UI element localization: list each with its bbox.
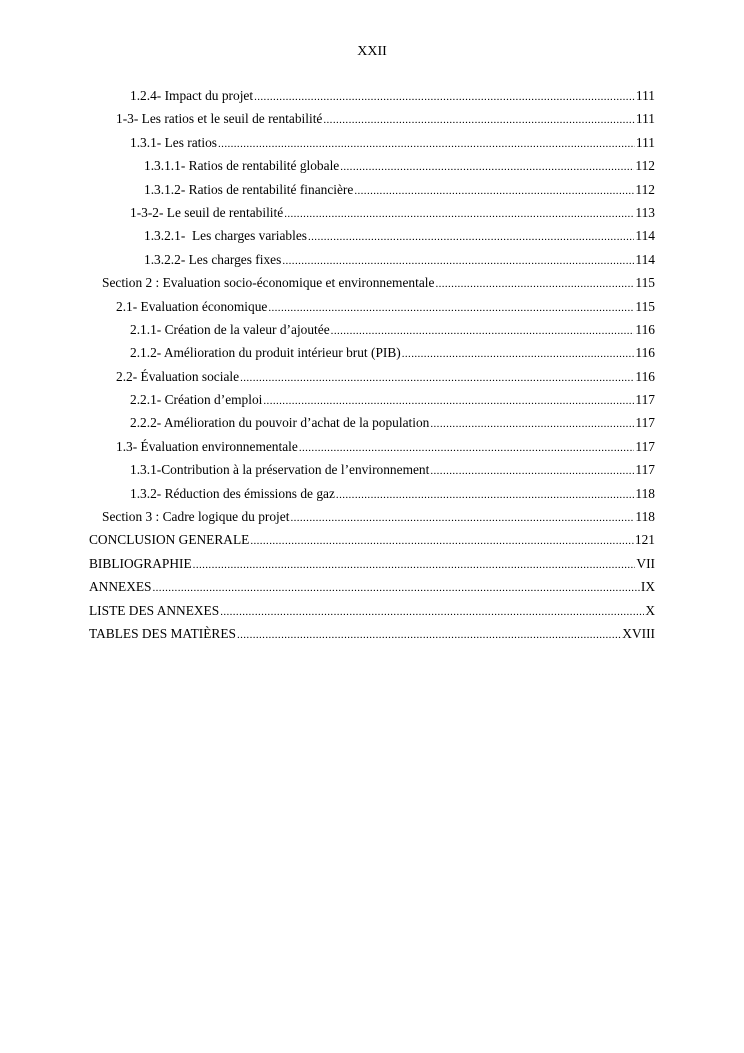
toc-entry-page: 117: [635, 415, 655, 431]
toc-entry-label: LISTE DES ANNEXES: [89, 602, 220, 618]
toc-entry[interactable]: [89, 274, 655, 297]
toc-entry-label: BIBLIOGRAPHIE: [89, 555, 192, 571]
toc-dot-leader: [290, 509, 634, 527]
toc-entry-label: 1.2.4- Impact du projet: [130, 88, 254, 103]
toc-entry[interactable]: [89, 227, 655, 250]
toc-entry[interactable]: [89, 344, 655, 367]
toc-dot-leader: [323, 111, 635, 129]
toc-entry-label: 1-3-2- Le seuil de rentabilité: [130, 204, 284, 220]
toc-dot-leader: [308, 228, 634, 246]
toc-entry[interactable]: [89, 134, 655, 157]
toc-entry-page: 114: [635, 228, 655, 244]
toc-entry-page: 117: [635, 392, 655, 408]
toc-entry[interactable]: [89, 625, 655, 648]
toc-entry-page: 113: [635, 204, 655, 220]
toc-entry-page: 121: [634, 532, 655, 548]
toc-entry-label: 1.3.2.2- Les charges fixes: [144, 251, 282, 267]
toc-dot-leader: [220, 603, 644, 621]
toc-entry-label: 2.2.2- Amélioration du pouvoir d’achat de la population: [130, 415, 430, 431]
toc-dot-leader: [250, 532, 634, 550]
toc-entry-page: 115: [635, 275, 655, 291]
toc-entry-label: Section 2 : Evaluation socio-économique et environnementale: [102, 275, 435, 291]
toc-entry-label: Section 3 : Cadre logique du projet: [102, 509, 290, 525]
toc-entry-label: 1.3.1- Les ratios: [130, 134, 218, 150]
toc-dot-leader: [153, 579, 640, 597]
toc-entry-page: 115: [635, 298, 655, 314]
toc-entry-label: ANNEXES: [89, 579, 152, 595]
toc-dot-leader: [284, 205, 634, 223]
toc-entry-page: X: [645, 602, 655, 618]
toc-entry-page: 111: [635, 134, 655, 150]
toc-entry-page: 117: [635, 438, 655, 454]
toc-entry-page: 116: [635, 345, 655, 361]
toc-entry-page: 118: [635, 485, 655, 501]
toc-entry[interactable]: [89, 251, 655, 274]
toc-entry-page: 118: [635, 509, 655, 525]
toc-dot-leader: [193, 556, 636, 574]
toc-entry[interactable]: [89, 391, 655, 414]
toc-dot-leader: [218, 135, 635, 153]
toc-entry-page: VII: [636, 555, 655, 571]
toc-entry[interactable]: [89, 204, 655, 227]
toc-entry[interactable]: [89, 368, 655, 391]
table-of-contents: [89, 87, 655, 648]
toc-dot-leader: [402, 345, 635, 363]
toc-dot-leader: [354, 182, 634, 200]
toc-entry[interactable]: [89, 485, 655, 508]
toc-entry-page: IX: [640, 579, 655, 595]
toc-entry[interactable]: [89, 508, 655, 531]
toc-dot-leader: [263, 392, 634, 410]
toc-entry-page: XVIII: [622, 625, 655, 641]
toc-entry-page: 117: [635, 462, 655, 478]
toc-entry[interactable]: [89, 414, 655, 437]
toc-dot-leader: [430, 415, 634, 433]
toc-dot-leader: [299, 439, 635, 457]
toc-entry[interactable]: [89, 531, 655, 554]
toc-dot-leader: [340, 158, 634, 176]
toc-entry-page: 116: [635, 368, 655, 384]
toc-entry-label: 2.2- Évaluation sociale: [116, 368, 240, 384]
toc-entry-page: 112: [635, 158, 655, 174]
toc-entry[interactable]: [89, 87, 655, 110]
toc-entry[interactable]: [89, 181, 655, 204]
toc-entry-label: 2.1- Evaluation économique: [116, 298, 268, 314]
page-number: XXII: [357, 44, 387, 59]
toc-entry-page: 116: [635, 321, 655, 337]
toc-entry[interactable]: [89, 602, 655, 625]
toc-dot-leader: [268, 299, 634, 317]
toc-entry[interactable]: [89, 578, 655, 601]
toc-dot-leader: [331, 322, 635, 340]
toc-entry-page: 112: [635, 181, 655, 197]
toc-entry-label: 1.3.2.1- Les charges variables: [144, 228, 307, 244]
toc-entry-page: 111: [635, 111, 655, 127]
toc-entry-page: 111: [635, 88, 655, 103]
toc-entry[interactable]: [89, 461, 655, 484]
toc-entry[interactable]: [89, 298, 655, 321]
toc-entry-label: 1-3- Les ratios et le seuil de rentabilité: [116, 111, 323, 127]
toc-entry[interactable]: [89, 157, 655, 180]
toc-entry[interactable]: [89, 110, 655, 133]
toc-dot-leader: [254, 88, 635, 106]
toc-dot-leader: [240, 369, 634, 387]
toc-entry-label: 1.3.2- Réduction des émissions de gaz: [130, 485, 335, 501]
toc-dot-leader: [237, 626, 621, 644]
toc-entry-label: 2.2.1- Création d’emploi: [130, 392, 263, 408]
toc-entry-page: 114: [635, 251, 655, 267]
toc-entry-label: 2.1.1- Création de la valeur d’ajoutée: [130, 321, 330, 337]
toc-entry-label: 1.3.1-Contribution à la préservation de l’environnement: [130, 462, 430, 478]
toc-dot-leader: [435, 275, 634, 293]
toc-dot-leader: [430, 462, 634, 480]
toc-entry-label: CONCLUSION GENERALE: [89, 532, 250, 548]
toc-entry-label: 1.3- Évaluation environnementale: [116, 438, 298, 454]
toc-entry[interactable]: [89, 555, 655, 578]
toc-dot-leader: [336, 486, 634, 504]
toc-entry-label: 1.3.1.1- Ratios de rentabilité globale: [144, 158, 340, 174]
toc-entry-label: TABLES DES MATIÈRES: [89, 625, 236, 641]
toc-entry-label: 1.3.1.2- Ratios de rentabilité financière: [144, 181, 354, 197]
toc-entry-label: 2.1.2- Amélioration du produit intérieur brut (PIB): [130, 345, 401, 361]
toc-entry[interactable]: [89, 321, 655, 344]
toc-entry[interactable]: [89, 438, 655, 461]
toc-dot-leader: [282, 252, 634, 270]
